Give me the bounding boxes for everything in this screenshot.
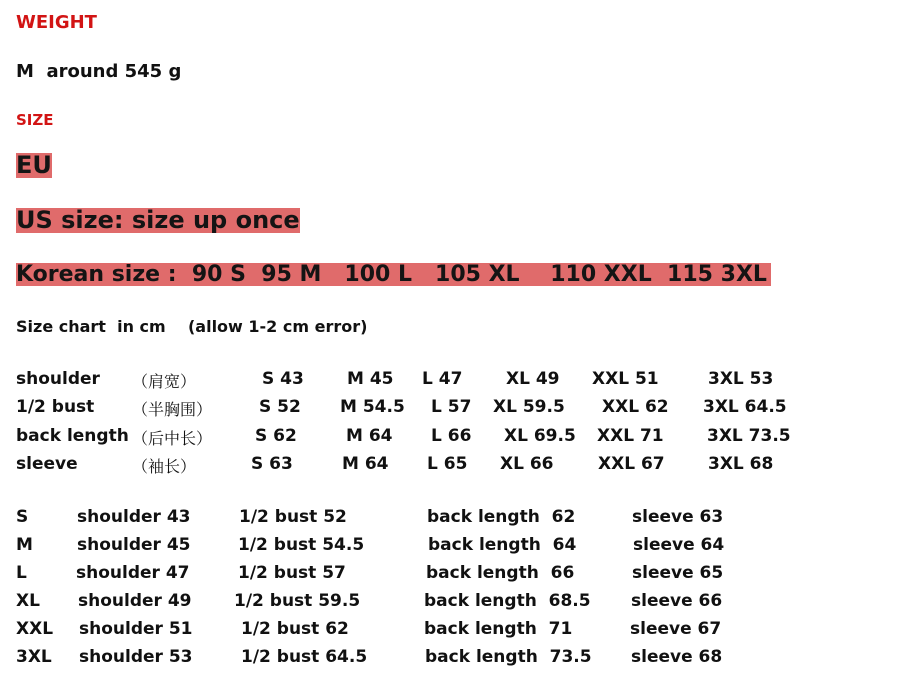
measure-value: L 65 [427,454,468,474]
size-label: XL [16,591,40,611]
measure-value: S 63 [251,454,293,474]
measure-value: M 54.5 [340,397,405,417]
measure-value: XL 69.5 [504,426,576,446]
measure-cn-label: （半胸围） [132,400,213,419]
size-sleeve: sleeve 66 [631,591,723,611]
measure-value: M 64 [346,426,393,446]
measure-value: L 47 [422,369,463,389]
highlight-eu: EU [16,151,52,179]
size-shoulder: shoulder 53 [79,647,193,667]
size-shoulder: shoulder 45 [77,535,191,555]
size-label: M [16,535,33,555]
weight-heading: WEIGHT [16,12,97,33]
measure-value: XL 49 [506,369,560,389]
size-bust: 1/2 bust 57 [238,563,346,583]
size-bust: 1/2 bust 54.5 [238,535,365,555]
size-back-length: back length 68.5 [424,591,591,611]
measure-value: 3XL 73.5 [707,426,791,446]
weight-value: M around 545 g [16,61,182,82]
measure-value: XXL 62 [602,397,669,417]
highlight-korean-size: Korean size : 90 S 95 M 100 L 105 XL 110 XXL 115 3XL [16,263,771,286]
size-shoulder: shoulder 43 [77,507,191,527]
size-shoulder: shoulder 51 [79,619,193,639]
measure-value: XL 66 [500,454,554,474]
measure-value: 3XL 68 [708,454,774,474]
size-sleeve: sleeve 68 [631,647,723,667]
measure-cn-label: （后中长） [132,429,213,448]
measure-label: shoulder [16,369,100,389]
measure-value: 3XL 64.5 [703,397,787,417]
measure-value: XL 59.5 [493,397,565,417]
size-back-length: back length 62 [427,507,576,527]
measure-value: M 64 [342,454,389,474]
size-shoulder: shoulder 47 [76,563,190,583]
size-back-length: back length 73.5 [425,647,592,667]
measure-value: XXL 51 [592,369,659,389]
size-sleeve: sleeve 67 [630,619,722,639]
measure-label: sleeve [16,454,78,474]
size-label: S [16,507,29,527]
highlight-us-size: US size: size up once [16,206,300,234]
size-heading: SIZE [16,111,54,129]
size-shoulder: shoulder 49 [78,591,192,611]
size-bust: 1/2 bust 59.5 [234,591,361,611]
size-bust: 1/2 bust 62 [241,619,349,639]
size-back-length: back length 66 [426,563,575,583]
measure-value: XXL 71 [597,426,664,446]
measure-cn-label: （肩宽） [132,372,197,391]
measure-label: 1/2 bust [16,397,95,417]
measure-value: S 52 [259,397,301,417]
measure-value: S 43 [262,369,304,389]
measure-value: XXL 67 [598,454,665,474]
measure-value: L 66 [431,426,472,446]
measure-cn-label: （袖长） [132,457,197,476]
size-bust: 1/2 bust 52 [239,507,347,527]
size-sleeve: sleeve 64 [633,535,725,555]
size-sleeve: sleeve 63 [632,507,724,527]
measure-value: L 57 [431,397,472,417]
measure-value: M 45 [347,369,394,389]
measure-value: S 62 [255,426,297,446]
measure-label: back length [16,426,129,446]
size-chart-note: Size chart in cm (allow 1-2 cm error) [16,317,368,336]
size-back-length: back length 71 [424,619,573,639]
size-sleeve: sleeve 65 [632,563,724,583]
size-back-length: back length 64 [428,535,577,555]
measure-value: 3XL 53 [708,369,774,389]
size-label: XXL [16,619,54,639]
size-label: 3XL [16,647,52,667]
size-label: L [16,563,27,583]
size-bust: 1/2 bust 64.5 [241,647,368,667]
